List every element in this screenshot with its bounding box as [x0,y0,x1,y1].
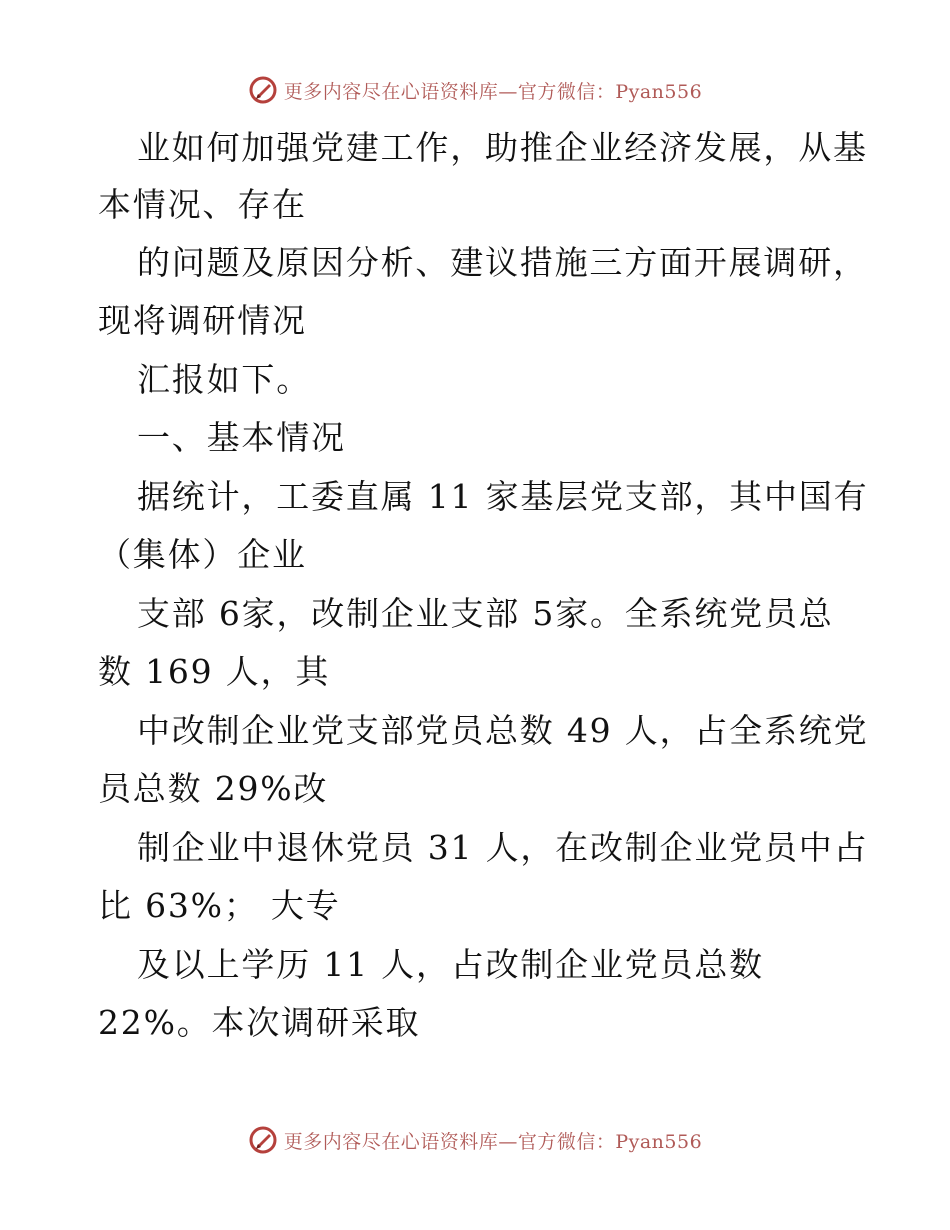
text-line-9: 支部 6家，改制企业支部 5家。全系统党员总 [137,594,834,633]
header-watermark [0,70,950,110]
text-line-1: 业如何加强党建工作，助推企业经济发展，从基 [137,128,868,167]
watermark-text [284,77,702,104]
text-line-5: 汇报如下。 [137,360,311,399]
watermark-text [284,1127,702,1154]
watermark-dash: — [498,1130,518,1153]
watermark-dash: — [498,80,518,103]
watermark-site: 更多内容尽在心语资料库 [283,1130,499,1153]
text-line-7: 据统计，工委直属 11 家基层党支部，其中国有 [137,477,869,516]
text-line-4: 现将调研情况 [98,301,307,340]
pen-logo-icon [248,1125,278,1155]
text-line-8: （集体）企业 [98,535,307,574]
watermark-wechat-label: 官方微信： [517,1130,616,1153]
watermark-site: 更多内容尽在心语资料库 [283,80,499,103]
text-line-15: 及以上学历 11 人，占改制企业党员总数 [137,945,764,984]
text-line-10: 数 169 人，其 [98,652,331,691]
text-line-11: 中改制企业党支部党员总数 49 人，占全系统党 [137,711,869,750]
text-line-2: 本情况、存在 [98,185,307,224]
pen-logo-icon [248,75,278,105]
text-line-3: 的问题及原因分析、建议措施三方面开展调研， [137,243,868,282]
section-heading: 一、基本情况 [137,418,346,457]
watermark-wechat-label: 官方微信： [517,80,616,103]
text-line-12: 员总数 29%改 [98,769,329,808]
footer-watermark [0,1120,950,1160]
text-line-16: 22%。本次调研采取 [98,1003,421,1042]
watermark-wechat-id: Pyan556 [615,1130,703,1153]
watermark-wechat-id: Pyan556 [615,80,703,103]
text-line-13: 制企业中退休党员 31 人，在改制企业党员中占 [137,828,869,867]
text-line-14: 比 63%； 大专 [98,886,341,925]
